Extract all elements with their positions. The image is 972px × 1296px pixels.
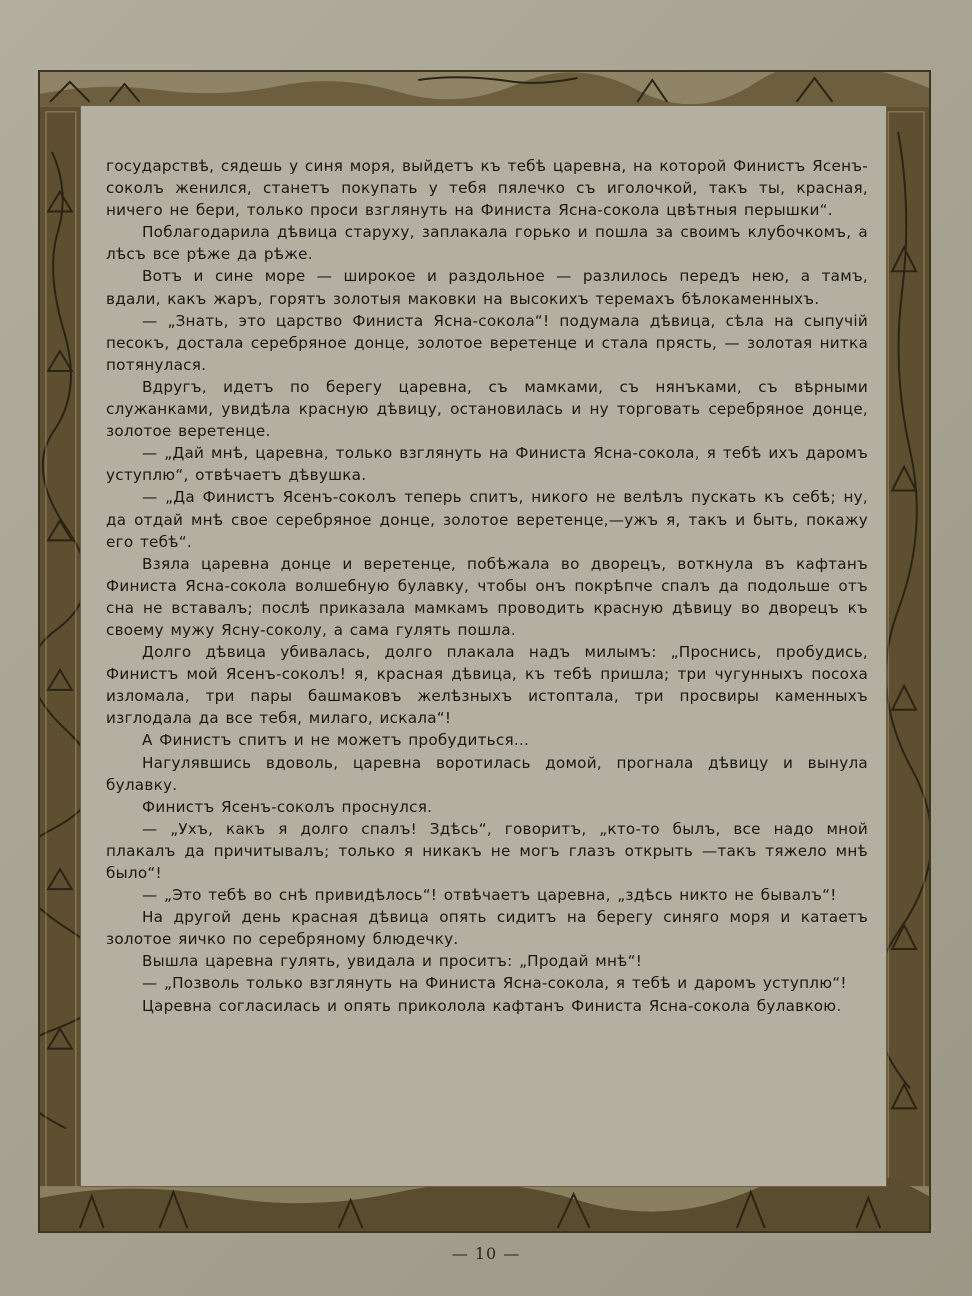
paragraph: Финистъ Ясенъ-соколъ проснулся. xyxy=(142,797,433,816)
paragraph: — „Это тебѣ во снѣ привидѣлось“! отвѣчаетъ царевна, „здѣсь никто не бывалъ“! xyxy=(142,886,837,905)
paragraph: Вдругъ, идетъ по берегу царевна, съ мамками, съ нянъками, съ вѣрными служанками, увидѣла красную дѣвицу, остановилась и ну торговать серебряное донце, золотое веретенце. xyxy=(106,377,868,441)
paragraph: Нагулявшись вдоволь, царевна воротилась домой, прогнала дѣвицу и вынула булавку. xyxy=(106,753,868,794)
paragraph: — „Дай мнѣ, царевна, только взглянуть на Финиста Ясна-сокола, я тебѣ ихъ даромъ уступлю“, отвѣчаетъ дѣвушка. xyxy=(106,444,868,485)
page-number: — 10 — xyxy=(451,1244,521,1263)
paragraph: — „Знать, это царство Финиста Ясна-сокола“! подумала дѣвица, сѣла на сыпучій песокъ, достала серебряное донце, золотое веретенце и стала прясть, — золотая нитка потянулася. xyxy=(106,311,868,374)
paragraph: На другой день красная дѣвица опять сидитъ на берегу синяго моря и катаетъ золотое яичко по серебряному блюдечку. xyxy=(106,908,868,949)
paragraph: Долго дѣвица убивалась, долго плакала надъ милымъ: „Проснись, пробудись, Финистъ мой Ясенъ-соколъ! я, красная дѣвица, къ тебѣ пришла; три чугунныхъ посоха изломала, три пары башмаковъ желѣзныхъ истоптала, три просвиры каменныхъ изглодала да все тебя, милаго, искала“! xyxy=(106,643,868,728)
paragraph: — „Да Финистъ Ясенъ-соколъ теперь спитъ, никого не велѣлъ пускать къ себѣ; ну, да отдай мнѣ свое серебряное донце, золотое веретенце,—ужъ я, такъ и быть, покажу его тебѣ“. xyxy=(106,488,868,551)
paragraph: Поблагодарила дѣвица старуху, заплакала горько и пошла за своимъ клубочкомъ, а лѣсъ все рѣже да рѣже. xyxy=(106,223,868,264)
paragraph: — „Позволь только взглянуть на Финиста Ясна-сокола, я тебѣ и даромъ уступлю“! xyxy=(142,974,847,993)
paragraph: государствѣ, сядешь у синя моря, выйдетъ къ тебѣ царевна, на которой Финистъ Ясенъ-соколъ женился, станетъ покупать у тебя пялечко съ иголочкой, такъ ты, красная, ничего не бери, только проси взглянуть на Финиста Ясна-сокола цвѣтныя перышки“. xyxy=(106,157,868,220)
paragraph: — „Ухъ, какъ я долго спалъ! Здѣсь“, говоритъ, „кто-то былъ, все надо мной плакалъ да причитывалъ; только я никакъ не могъ глазъ открыть —такъ тяжело мнѣ было“! xyxy=(106,819,868,882)
paragraph: Вотъ и сине море — широкое и раздольное — разлилось передъ нею, а тамъ, вдали, какъ жаръ, горятъ золотыя маковки на высокихъ теремахъ бѣлокаменныхъ. xyxy=(106,267,868,308)
paragraph: Царевна согласилась и опять приколола кафтанъ Финиста Ясна-сокола булавкою. xyxy=(142,996,842,1015)
paragraph: А Финистъ спитъ и не можетъ пробудиться... xyxy=(142,731,530,750)
paragraph: Взяла царевна донце и веретенце, побѣжала во дворецъ, воткнула въ кафтанъ Финиста Ясна-сокола волшебную булавку, чтобы онъ покрѣпче спалъ да подольше отъ сна не вставалъ; послѣ приказала мамкамъ проводить красную дѣвицу во дворецъ къ своему мужу Ясну-соколу, а сама гулять пошла. xyxy=(106,554,868,639)
paragraph: Вышла царевна гулять, увидала и проситъ: „Продай мнѣ“! xyxy=(142,952,643,971)
story-text xyxy=(106,155,868,1017)
